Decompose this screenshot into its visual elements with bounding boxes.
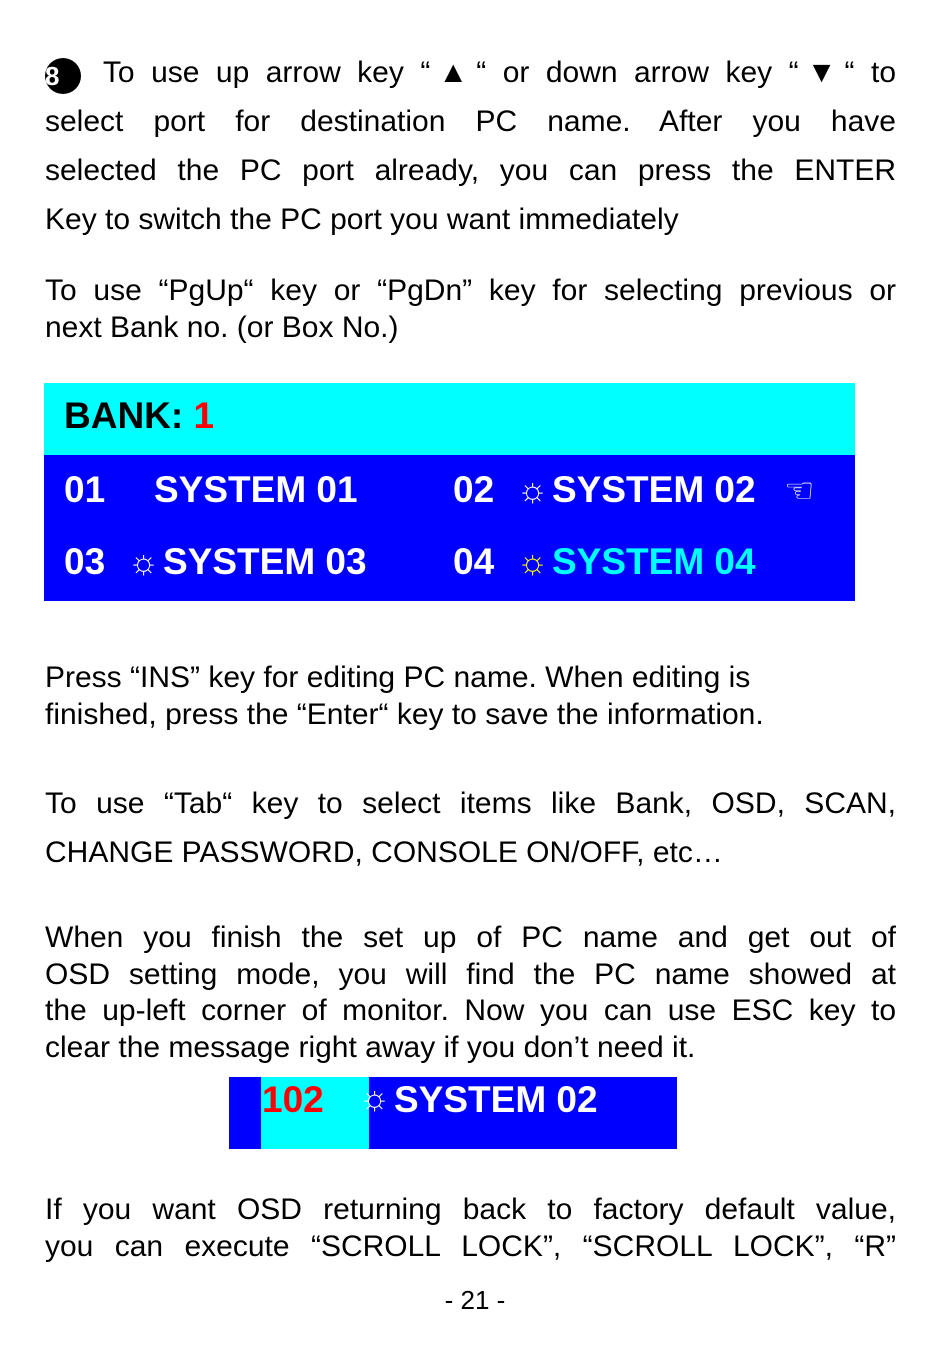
p1-line-3: selected the PC port already, you can press the ENTER (45, 154, 896, 187)
port-number-04: 04 (453, 541, 495, 582)
p6-line-2: you can execute “SCROLL LOCK”, “SCROLL LOCK”, “R” (45, 1230, 896, 1263)
osd-bank-header (44, 383, 855, 455)
p5-line-4: clear the message right away if you don’t need it. (45, 1030, 696, 1064)
paragraph-arrow-keys (45, 48, 896, 244)
port-number-01: 01 (64, 469, 106, 510)
paragraph-tab-key (45, 779, 896, 877)
p1-line-4: Key to switch the PC port you want immediately (45, 203, 679, 236)
p1-line-2: select port for destination PC name. After you have (45, 105, 896, 138)
sun-icon: ☼ (359, 1079, 391, 1117)
port-name-04-selected[interactable]: SYSTEM 04 (552, 541, 756, 582)
osd-bank-panel (44, 383, 855, 601)
port-number-02: 02 (453, 469, 495, 510)
bank-port-number: 102 (262, 1079, 324, 1120)
p5-line-2: OSD setting mode, you will find the PC name showed at (45, 957, 896, 991)
p2-line-2: next Bank no. (or Box No.) (45, 311, 399, 344)
pc-name-status-bar (229, 1077, 677, 1149)
p5-line-3: the up-left corner of monitor. Now you can use ESC key to (45, 994, 896, 1027)
pc-name: SYSTEM 02 (394, 1079, 598, 1120)
paragraph-esc-key (45, 920, 896, 1066)
pointing-hand-icon: ☜ (784, 472, 815, 510)
port-name-02[interactable]: SYSTEM 02 (552, 469, 756, 510)
p5-line-1: When you finish the set up of PC name and get out of (45, 921, 896, 954)
p2-line-1: To use “PgUp“ key or “PgDn” key for selecting previous or (45, 274, 896, 307)
bank-value: 1 (193, 395, 215, 436)
port-number-03: 03 (64, 541, 106, 582)
paragraph-factory-reset (45, 1191, 896, 1265)
p3-line-1: Press “INS” key for editing PC name. When editing is (45, 661, 751, 694)
p3-line-2: finished, press the “Enter“ key to save the information. (45, 698, 764, 731)
paragraph-ins-key (45, 659, 896, 733)
paragraph-pgup-pgdn (45, 272, 896, 346)
page-number: - 21 - (444, 1285, 506, 1315)
p6-line-1: If you want OSD returning back to factory default value, (45, 1193, 896, 1226)
port-name-01[interactable]: SYSTEM 01 (154, 469, 358, 510)
port-name-03[interactable]: SYSTEM 03 (163, 541, 367, 582)
p4-line-1: To use “Tab“ key to select items like Bank, OSD, SCAN, (45, 787, 896, 820)
p1-line-1: To use up arrow key “▲“ or down arrow key “▼“ to (102, 56, 897, 89)
p4-line-2: CHANGE PASSWORD, CONSOLE ON/OFF, etc… (45, 836, 723, 869)
sun-icon: ☼ (128, 543, 160, 581)
sun-icon: ☼ (517, 471, 549, 509)
osd-port-list (44, 455, 855, 601)
step-marker: 8 (45, 58, 81, 94)
sun-icon-selected: ☼ (517, 543, 549, 581)
bank-label: BANK: (64, 395, 184, 436)
